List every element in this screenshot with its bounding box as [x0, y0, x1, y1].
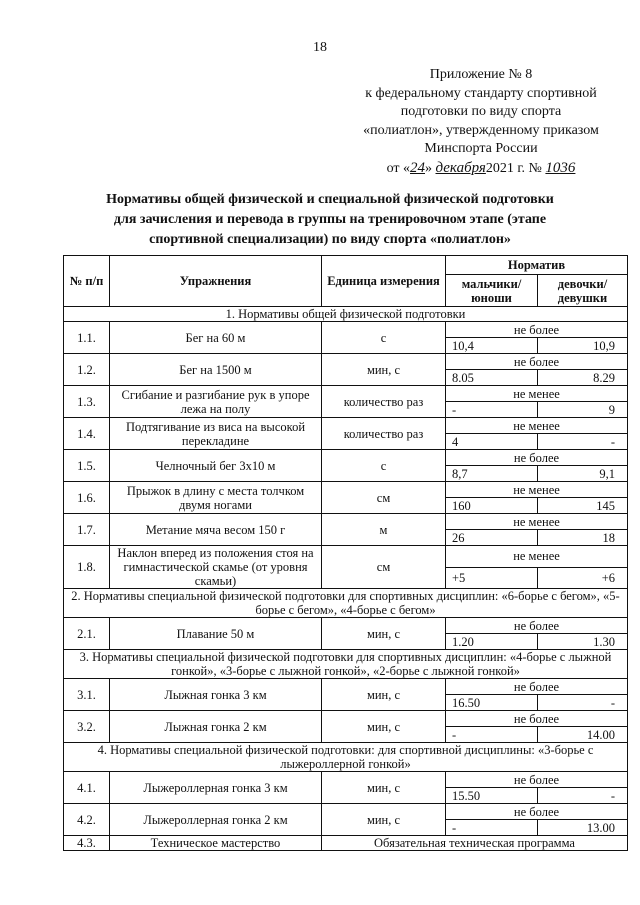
boys-value: -	[446, 820, 538, 836]
unit-cell: с	[322, 322, 446, 354]
exercise-name: Лыжная гонка 2 км	[110, 711, 322, 743]
girls-value: 14.00	[538, 727, 628, 743]
exercise-name: Бег на 1500 м	[110, 354, 322, 386]
unit-cell: с	[322, 450, 446, 482]
header-num: № п/п	[64, 256, 110, 307]
boys-value: 15.50	[446, 788, 538, 804]
unit-cell: м	[322, 514, 446, 546]
girls-value: -	[538, 788, 628, 804]
exercise-name: Сгибание и разгибание рук в упоре лежа на полу	[110, 386, 322, 418]
unit-cell: количество раз	[322, 418, 446, 450]
row-number: 3.2.	[64, 711, 110, 743]
row-number: 1.8.	[64, 546, 110, 589]
unit-cell: мин, с	[322, 711, 446, 743]
boys-value: +5	[446, 567, 538, 589]
boys-value: 26	[446, 530, 538, 546]
order-number: 1036	[545, 159, 576, 176]
row-number: 4.2.	[64, 804, 110, 836]
unit-cell: мин, с	[322, 618, 446, 650]
exercise-name: Прыжок в длину с места толчком двумя ногами	[110, 482, 322, 514]
unit-cell: см	[322, 546, 446, 589]
table-row	[64, 546, 628, 568]
row-number: 1.4.	[64, 418, 110, 450]
row-number: 1.7.	[64, 514, 110, 546]
row-number: 1.5.	[64, 450, 110, 482]
date-mid: »	[425, 160, 432, 176]
girls-value: 18	[538, 530, 628, 546]
exercise-name: Метание мяча весом 150 г	[110, 514, 322, 546]
table-row-last	[64, 836, 628, 851]
row-number: 4.3.	[64, 836, 110, 851]
appendix-line: подготовки по виду спорта	[400, 104, 562, 120]
girls-value: +6	[538, 567, 628, 589]
girls-value: 9,1	[538, 466, 628, 482]
section-row	[64, 589, 628, 618]
table-row	[64, 386, 628, 402]
unit-cell: мин, с	[322, 772, 446, 804]
table-row	[64, 450, 628, 466]
exercise-name: Подтягивание из виса на высокой перекладине	[110, 418, 322, 450]
girls-value: 1.30	[538, 634, 628, 650]
row-number: 4.1.	[64, 772, 110, 804]
norm-qualifier: не менее	[446, 546, 628, 568]
girls-value: -	[538, 434, 628, 450]
exercise-name: Лыжероллерная гонка 3 км	[110, 772, 322, 804]
norm-qualifier: не менее	[446, 418, 628, 434]
row-number: 1.3.	[64, 386, 110, 418]
table-row	[64, 482, 628, 498]
exercise-name: Челночный бег 3х10 м	[110, 450, 322, 482]
row-number: 1.1.	[64, 322, 110, 354]
document-title	[60, 190, 600, 250]
appendix-date-line	[340, 159, 622, 179]
norm-qualifier: не менее	[446, 386, 628, 402]
boys-value: 160	[446, 498, 538, 514]
boys-value: 1.20	[446, 634, 538, 650]
unit-cell: количество раз	[322, 386, 446, 418]
section-row	[64, 743, 628, 772]
table-row	[64, 322, 628, 338]
header-girls: девочки/ девушки	[538, 275, 628, 307]
table-row	[64, 711, 628, 727]
norm-qualifier: не менее	[446, 482, 628, 498]
norm-qualifier: не более	[446, 450, 628, 466]
date-month: декабря	[435, 159, 486, 176]
norm-qualifier: не более	[446, 354, 628, 370]
unit-cell: мин, с	[322, 679, 446, 711]
norm-qualifier: не более	[446, 711, 628, 727]
boys-value: -	[446, 402, 538, 418]
girls-value: -	[538, 695, 628, 711]
technical-program: Обязательная техническая программа	[322, 836, 628, 851]
table-row	[64, 418, 628, 434]
exercise-name: Бег на 60 м	[110, 322, 322, 354]
exercise-name: Наклон вперед из положения стоя на гимнастической скамье (от уровня скамьи)	[110, 546, 322, 589]
norm-qualifier: не более	[446, 679, 628, 695]
table-row	[64, 772, 628, 788]
header-exercise: Упражнения	[110, 256, 322, 307]
appendix-line: «полиатлон», утвержденному приказом	[363, 122, 599, 138]
row-number: 3.1.	[64, 679, 110, 711]
norm-qualifier: не более	[446, 772, 628, 788]
header-unit: Единица измерения	[322, 256, 446, 307]
date-day: 24	[410, 159, 425, 176]
standards-table	[63, 255, 628, 851]
boys-value: 8.05	[446, 370, 538, 386]
girls-value: 145	[538, 498, 628, 514]
exercise-name: Плавание 50 м	[110, 618, 322, 650]
table-row	[64, 618, 628, 634]
appendix-line: к федеральному стандарту спортивной	[365, 85, 597, 101]
girls-value: 10,9	[538, 338, 628, 354]
header-boys: мальчики/ юноши	[446, 275, 538, 307]
norm-qualifier: не более	[446, 322, 628, 338]
row-number: 1.2.	[64, 354, 110, 386]
unit-cell: мин, с	[322, 354, 446, 386]
title-line: Нормативы общей физической и специальной физической подготовки	[106, 192, 554, 207]
girls-value: 9	[538, 402, 628, 418]
boys-value: 4	[446, 434, 538, 450]
exercise-name: Лыжная гонка 3 км	[110, 679, 322, 711]
norm-qualifier: не более	[446, 618, 628, 634]
exercise-name: Лыжероллерная гонка 2 км	[110, 804, 322, 836]
header-norm: Норматив	[446, 256, 628, 275]
section-title: 3. Нормативы специальной физической подготовки для спортивных дисциплин: «4-борье с лыжной гонкой», «3-борье с лыжной гонкой», «2-борье с лыжной гонкой»	[64, 650, 628, 679]
boys-value: 10,4	[446, 338, 538, 354]
unit-cell: см	[322, 482, 446, 514]
boys-value: 8,7	[446, 466, 538, 482]
boys-value: 16.50	[446, 695, 538, 711]
girls-value: 13.00	[538, 820, 628, 836]
section-title: 4. Нормативы специальной физической подготовки: для спортивной дисциплины: «3-борье с лыжероллерной гонкой»	[64, 743, 628, 772]
appendix-header	[340, 66, 622, 179]
page-number: 18	[313, 40, 327, 55]
norm-qualifier: не более	[446, 804, 628, 820]
row-number: 2.1.	[64, 618, 110, 650]
table-row	[64, 354, 628, 370]
table-row	[64, 804, 628, 820]
section-row	[64, 307, 628, 322]
date-prefix: от «	[386, 160, 410, 176]
section-title: 1. Нормативы общей физической подготовки	[64, 307, 628, 322]
appendix-line: Приложение № 8	[429, 67, 533, 82]
title-line: спортивной специализации) по виду спорта «полиатлон»	[149, 232, 511, 247]
section-title: 2. Нормативы специальной физической подготовки для спортивных дисциплин: «6-борье с бегом», «5-борье с бегом», «4-борье с бегом»	[64, 589, 628, 618]
girls-value: 8.29	[538, 370, 628, 386]
appendix-line: Минспорта России	[424, 141, 538, 157]
table-body	[64, 307, 628, 851]
exercise-name: Техническое мастерство	[110, 836, 322, 851]
table-row	[64, 514, 628, 530]
date-year: 2021 г. №	[485, 160, 542, 176]
table-row	[64, 679, 628, 695]
title-line: для зачисления и перевода в группы на тренировочном этапе (этапе	[113, 212, 547, 227]
unit-cell: мин, с	[322, 804, 446, 836]
norm-qualifier: не менее	[446, 514, 628, 530]
row-number: 1.6.	[64, 482, 110, 514]
section-row	[64, 650, 628, 679]
boys-value: -	[446, 727, 538, 743]
